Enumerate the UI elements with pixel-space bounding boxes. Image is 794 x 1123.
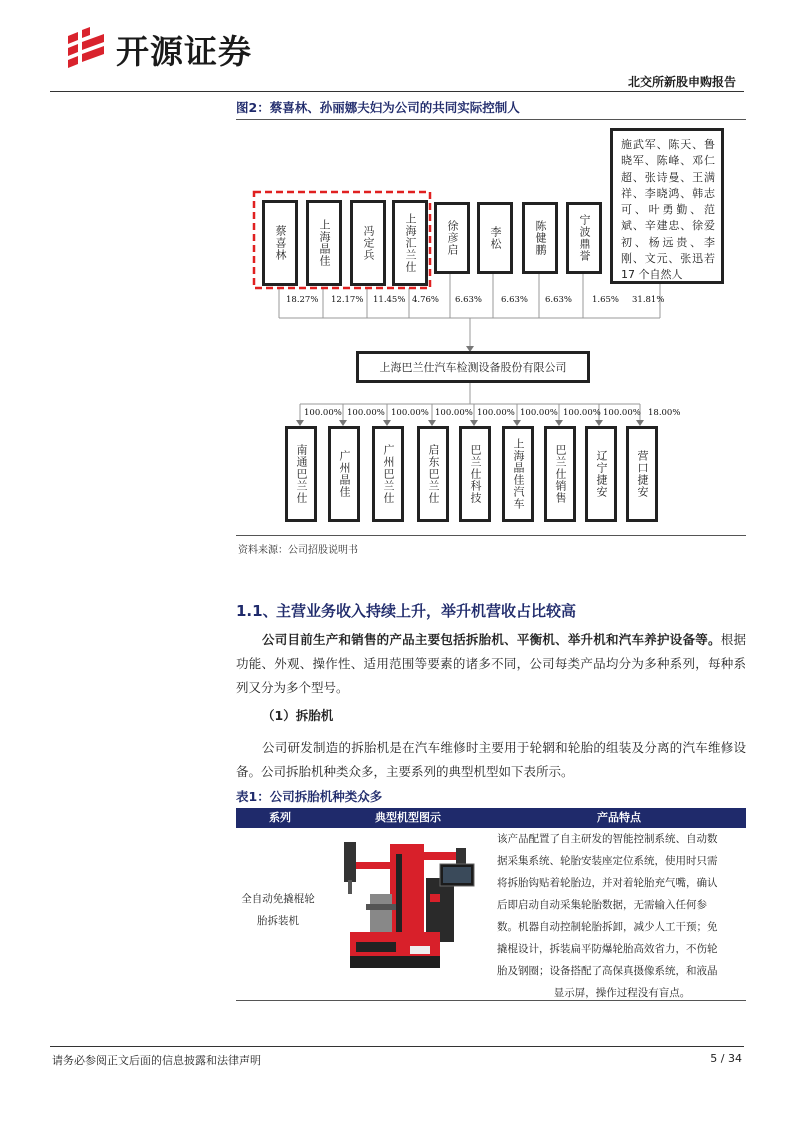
subsidiary-box: 启东巴兰仕 bbox=[417, 426, 449, 522]
shareholding-pct: 4.76% bbox=[412, 295, 440, 305]
shareholding-pct: 1.65% bbox=[592, 295, 620, 305]
footer-disclaimer: 请务必参阅正文后面的信息披露和法律声明 bbox=[52, 1054, 261, 1067]
subsidiary-box: 辽宁捷安 bbox=[585, 426, 617, 522]
subsidiary-box: 广州晶佳 bbox=[328, 426, 360, 522]
table-cell-features bbox=[497, 828, 747, 1004]
feature-line: 将拆胎钩贴着轮胎边，并对着轮胎充气嘴，确认 bbox=[497, 877, 718, 889]
shareholder-box: 徐彦启 bbox=[434, 202, 470, 274]
natural-persons-box: 施武军、陈天、鲁晓军、陈峰、邓仁超、张诗曼、王满祥、李晓鸿、韩志可、叶勇勤、范斌、辛建忠、徐爱初、杨远贵、李刚、文元、张迅若 17 个自然人 bbox=[610, 128, 724, 284]
shareholder-box: 蔡喜林 bbox=[262, 200, 298, 286]
shareholding-pct: 6.63% bbox=[455, 295, 483, 305]
shareholder-box: 陈健鹏 bbox=[522, 202, 558, 274]
shareholding-pct: 6.63% bbox=[545, 295, 573, 305]
subsidiary-box: 广州巴兰仕 bbox=[372, 426, 404, 522]
feature-line: 后即启动自动采集轮胎数据，无需输入任何参 bbox=[497, 899, 707, 911]
subsidiary-pct: 100.00% bbox=[435, 408, 473, 418]
shareholder-box: 宁波鼎誉 bbox=[566, 202, 602, 274]
subsidiary-box: 巴兰仕科技 bbox=[459, 426, 491, 522]
shareholder-box: 上海晶佳 bbox=[306, 200, 342, 286]
subsidiary-pct: 100.00% bbox=[304, 408, 342, 418]
shareholder-box: 上海汇兰仕 bbox=[392, 200, 428, 286]
table-header-features: 产品特点 bbox=[492, 808, 746, 828]
feature-line: 据采集系统、轮胎安装座定位系统，使用时只需 bbox=[497, 855, 718, 867]
feature-line: 该产品配置了自主研发的智能控制系统、自动数 bbox=[497, 833, 718, 845]
footer-divider bbox=[50, 1046, 744, 1047]
company-box: 上海巴兰仕汽车检测设备股份有限公司 bbox=[356, 351, 590, 383]
figure-title: 图2：蔡喜林、孙丽娜夫妇为公司的共同实际控制人 bbox=[236, 100, 520, 115]
subsidiary-pct: 100.00% bbox=[603, 408, 641, 418]
table-bottom-rule bbox=[236, 1000, 746, 1001]
table-header-image: 典型机型图示 bbox=[324, 808, 492, 828]
feature-line: 数。机器自动控制轮胎拆卸，减少人工干预；免 bbox=[497, 921, 718, 933]
report-type: 北交所新股申购报告 bbox=[627, 75, 736, 89]
table-header-series: 系列 bbox=[236, 808, 324, 828]
company-logo-text: 开源证券 bbox=[116, 32, 252, 71]
figure-bottom-rule bbox=[236, 535, 746, 536]
figure-source: 资料来源：公司招股说明书 bbox=[238, 545, 358, 556]
subsidiary-pct: 18.00% bbox=[648, 408, 681, 418]
intro-paragraph bbox=[236, 628, 746, 700]
subsidiary-pct: 100.00% bbox=[347, 408, 385, 418]
table-cell-series: 全自动免撬棍轮胎拆装机 bbox=[241, 893, 315, 927]
subsidiary-box: 上海晶佳汽车 bbox=[502, 426, 534, 522]
subsidiary-pct: 100.00% bbox=[477, 408, 515, 418]
tire-changer-paragraph: 公司研发制造的拆胎机是在汽车维修时主要用于轮辋和轮胎的组装及分离的汽车维修设备。公司拆胎机种类众多，主要系列的典型机型如下表所示。 bbox=[236, 740, 746, 779]
shareholding-pct: 31.81% bbox=[632, 295, 665, 305]
shareholding-pct: 6.63% bbox=[501, 295, 529, 305]
subheading-tire-changer: （1）拆胎机 bbox=[262, 708, 334, 723]
feature-line: 显示屏，操作过程没有盲点。 bbox=[553, 987, 691, 999]
feature-line: 胎及钢圈；设备搭配了高保真摄像系统，和液晶 bbox=[497, 965, 718, 977]
shareholder-box: 李松 bbox=[477, 202, 513, 274]
shareholding-pct: 18.27% bbox=[286, 295, 319, 305]
subsidiary-box: 南通巴兰仕 bbox=[285, 426, 317, 522]
section-title: 主营业务收入持续上升，举升机营收占比较高 bbox=[276, 602, 577, 620]
shareholder-box: 冯定兵 bbox=[350, 200, 386, 286]
page-number: 5 / 34 bbox=[710, 1052, 742, 1065]
shareholding-pct: 11.45% bbox=[373, 295, 406, 305]
subsidiary-pct: 100.00% bbox=[563, 408, 601, 418]
subsidiary-box: 巴兰仕销售 bbox=[544, 426, 576, 522]
section-number: 1.1、 bbox=[236, 602, 278, 620]
shareholding-pct: 12.17% bbox=[331, 295, 364, 305]
subsidiary-pct: 100.00% bbox=[520, 408, 558, 418]
table-title: 表1：公司拆胎机种类众多 bbox=[236, 789, 383, 804]
intro-rest: 根据功能、外观、操作性、适用范围等要素的诸多不同，公司每类产品均分为多种系列，每种系列又分为多个型号。 bbox=[236, 632, 746, 695]
feature-line: 撬棍设计，拆装扁平防爆轮胎高效省力，不伤轮 bbox=[497, 943, 718, 955]
subsidiary-pct: 100.00% bbox=[391, 408, 429, 418]
intro-bold-lead: 公司目前生产和销售的产品主要包括拆胎机、平衡机、举升机和汽车养护设备等。 bbox=[262, 632, 721, 647]
tire-changer-machine-image bbox=[330, 834, 480, 976]
subsidiary-box: 营口捷安 bbox=[626, 426, 658, 522]
